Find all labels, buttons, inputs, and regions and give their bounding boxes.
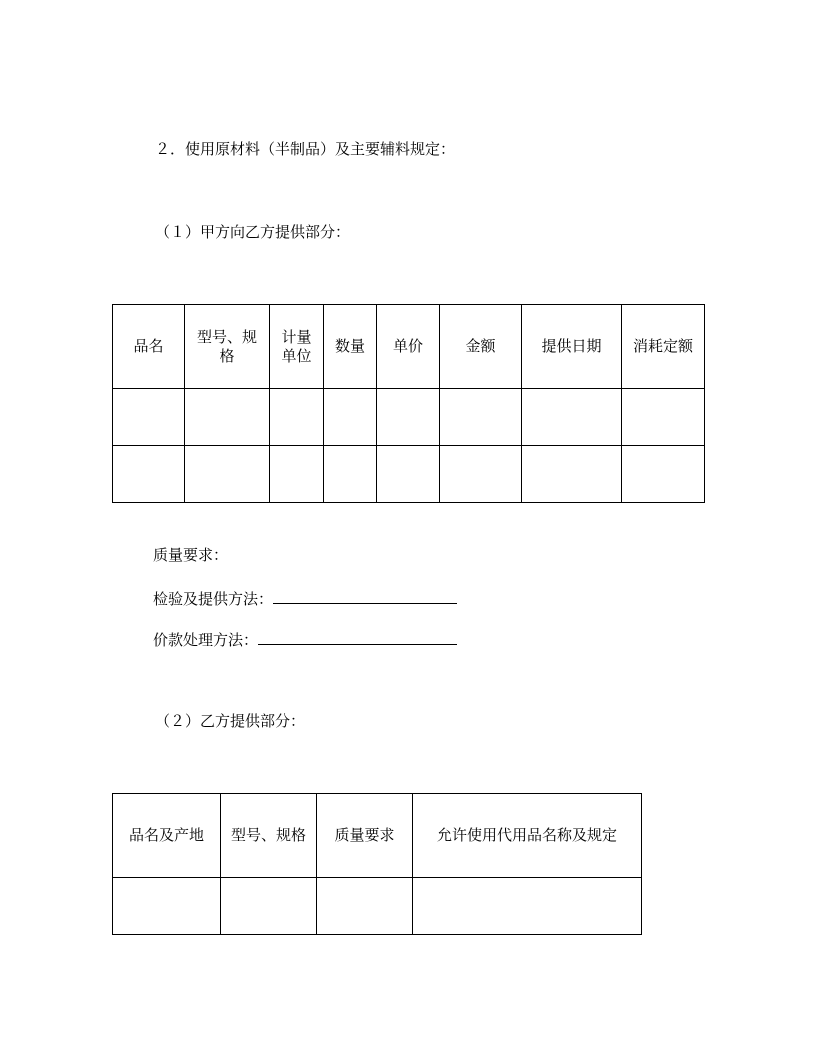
table-row <box>113 446 705 503</box>
table-cell[interactable] <box>324 446 377 503</box>
header-cell: 允许使用代用品名称及规定 <box>413 794 642 878</box>
part1-header-row <box>113 305 705 389</box>
table-cell[interactable] <box>324 389 377 446</box>
header-cell: 品名 <box>113 305 185 389</box>
payment-blank[interactable] <box>258 628 457 645</box>
payment-label: 价款处理方法： <box>153 631 259 649</box>
inspection-label: 检验及提供方法： <box>153 590 274 608</box>
table-cell[interactable] <box>377 389 440 446</box>
header-cell: 质量要求 <box>317 794 413 878</box>
part2-heading: （２）乙方提供部分： <box>155 712 306 730</box>
part1-heading: （１）甲方向乙方提供部分： <box>155 223 351 241</box>
table-cell[interactable] <box>522 446 622 503</box>
payment-line <box>153 628 457 650</box>
header-cell: 型号、规格 <box>185 305 270 389</box>
table-row <box>113 878 642 935</box>
table-cell[interactable] <box>622 389 705 446</box>
table-cell[interactable] <box>113 389 185 446</box>
part1-table <box>112 304 705 503</box>
header-cell: 品名及产地 <box>113 794 221 878</box>
header-cell: 消耗定额 <box>622 305 705 389</box>
header-cell: 数量 <box>324 305 377 389</box>
table-cell[interactable] <box>440 446 522 503</box>
quality-label: 质量要求： <box>153 546 229 564</box>
part2-table <box>112 793 642 935</box>
table-cell[interactable] <box>113 878 221 935</box>
table-cell[interactable] <box>622 446 705 503</box>
table-cell[interactable] <box>317 878 413 935</box>
table-cell[interactable] <box>270 446 324 503</box>
table-cell[interactable] <box>377 446 440 503</box>
header-cell: 单价 <box>377 305 440 389</box>
table-cell[interactable] <box>185 389 270 446</box>
table-cell[interactable] <box>522 389 622 446</box>
table-row <box>113 389 705 446</box>
table-cell[interactable] <box>221 878 317 935</box>
table-cell[interactable] <box>270 389 324 446</box>
table-cell[interactable] <box>440 389 522 446</box>
header-cell: 计量单位 <box>270 305 324 389</box>
header-cell: 型号、规格 <box>221 794 317 878</box>
header-cell: 金额 <box>440 305 522 389</box>
table-cell[interactable] <box>413 878 642 935</box>
header-cell: 提供日期 <box>522 305 622 389</box>
part2-header-row <box>113 794 642 878</box>
inspection-blank[interactable] <box>273 587 457 604</box>
table-cell[interactable] <box>113 446 185 503</box>
table-cell[interactable] <box>185 446 270 503</box>
inspection-line <box>153 587 457 609</box>
section-title: ２．使用原材料（半制品）及主要辅料规定： <box>155 140 456 158</box>
